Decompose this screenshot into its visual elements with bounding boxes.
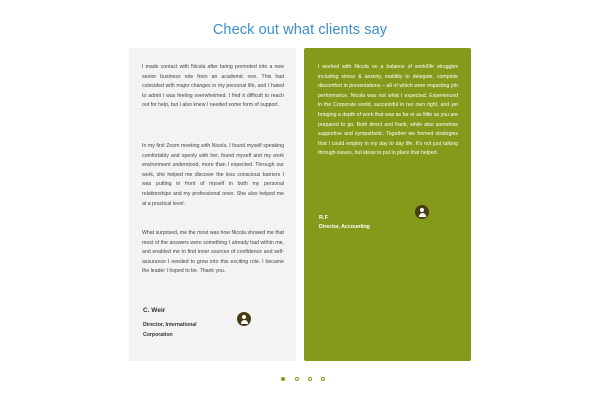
user-icon bbox=[237, 312, 251, 326]
carousel-dot-2[interactable] bbox=[295, 377, 299, 381]
testimonial-card-cweir bbox=[129, 48, 296, 361]
testimonial-author-role: Director, International Corporation bbox=[143, 322, 197, 338]
testimonial-author-name: R.F bbox=[319, 215, 329, 221]
testimonial-author-name: C. Weir bbox=[143, 307, 166, 314]
carousel-dot-4[interactable] bbox=[321, 377, 325, 381]
testimonial-card-rf bbox=[304, 48, 471, 361]
testimonial-paragraph: I made contact with Nicola after being promoted into a new senior business role from an academic one. This had coincided with major changes in my personal life, and I hated to admit I was feeling overwhelmed. I find it difficult to reach out for help, but I also knew I needed some form of support. bbox=[142, 64, 284, 109]
user-icon bbox=[415, 205, 429, 219]
carousel-pagination bbox=[280, 377, 330, 383]
testimonial-paragraph: I worked with Nicola on a balance of work/life struggles including stress & anxiety, inability to delegate, complete discomfort in presentations – all of which were impacting job performance. Nicola was not what I expected. Experienced in the Corporate world, successful in her own right, and yet bringing a depth of work that was as far or as little as you are prepared to go. Both direct and frank, while also somehow supportive and sympathetic. Together we formed strategies that I could employ in my day to day life. It's not just talking through issues, but ideas to put in place that helped. bbox=[318, 64, 458, 157]
testimonial-author-role: Director, Accounting bbox=[319, 224, 370, 230]
testimonial-paragraph: What surprised, me the most was how Nicola showed me that most of the answers were something I already had within me, and enabled me to find inner sources of confidence and self-assurance I needed to grow into this exciting role. I became the leader I hoped to be. Thank you. bbox=[142, 230, 284, 275]
carousel-dot-3[interactable] bbox=[308, 377, 312, 381]
testimonial-paragraph: In my first Zoom meeting with Nicola, I found myself speaking comfortably and openly with her, found myself and my work environment understood, more than I expected. Through our work, she helped me discover the less conscious barriers I was putting in front of myself in both my personal relationships and my professional ones. She also helped me at a practical level. bbox=[142, 143, 284, 207]
carousel-dot-1[interactable] bbox=[281, 377, 285, 381]
section-title: Check out what clients say bbox=[212, 22, 388, 38]
